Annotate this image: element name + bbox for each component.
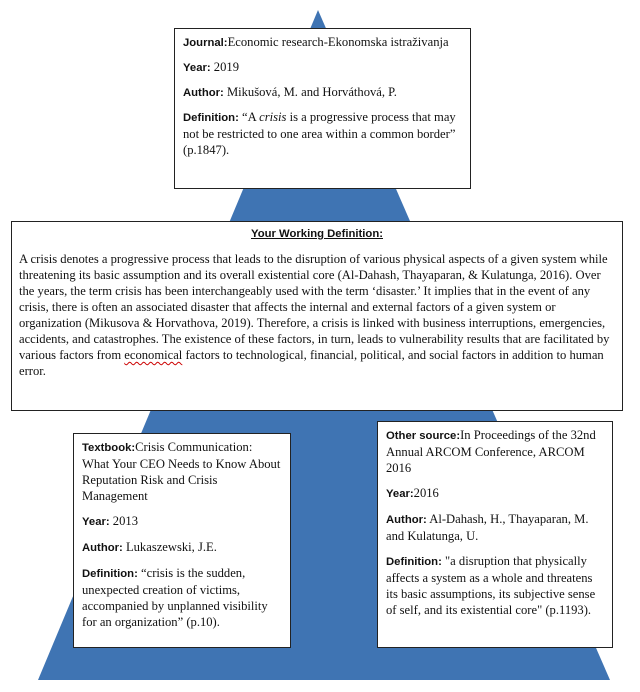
textbook-value: Crisis Communication: What Your CEO Needs to Know About Reputation Risk and Crisis Management: [82, 440, 281, 503]
definition-value: “crisis is the sudden, unexpected creation of victims, accompanied by unplanned visibility for an organization” (p.10).: [82, 566, 268, 629]
year-value: 2016: [413, 486, 439, 500]
year-value: 2019: [213, 60, 239, 74]
journal-value: Economic research-Ekonomska istraživanja: [227, 35, 449, 49]
definition-emphasis: crisis: [259, 110, 287, 124]
other-year-row: [386, 485, 604, 502]
textbook-row: [82, 439, 282, 504]
author-label: Author:: [82, 542, 123, 554]
author-value: Lukaszewski, J.E.: [125, 540, 217, 554]
textbook-year-row: [82, 513, 282, 530]
textbook-author-row: [82, 539, 282, 556]
spellcheck-flagged-word: economical: [124, 348, 183, 362]
working-definition-box: [11, 221, 623, 411]
journal-definition-row: [183, 109, 462, 158]
definition-value: "a disruption that physically affects a system as a whole and threatens its basic assumptions, its subjective sense of self, and its existential core" (p.1193).: [386, 554, 596, 617]
other-source-box: [377, 421, 613, 648]
definition-label: Definition:: [183, 112, 239, 124]
journal-source-box: [174, 28, 471, 189]
definition-text-pre: “A: [242, 110, 260, 124]
journal-year-row: [183, 59, 462, 76]
textbook-source-box: [73, 433, 291, 648]
working-definition-title: Your Working Definition:: [251, 228, 383, 240]
other-source-value: In Proceedings of the 32nd Annual ARCOM Conference, ARCOM 2016: [386, 428, 596, 475]
author-value: Mikušová, M. and Horváthová, P.: [226, 85, 397, 99]
author-value: Al-Dahash, H., Thayaparan, M. and Kulatunga, U.: [386, 512, 589, 543]
other-source-row: [386, 427, 604, 476]
year-label: Year:: [386, 488, 414, 500]
year-value: 2013: [112, 514, 138, 528]
other-definition-row: [386, 553, 604, 618]
textbook-definition-row: [82, 565, 282, 630]
other-author-row: [386, 511, 604, 544]
year-label: Year:: [82, 516, 110, 528]
journal-author-row: [183, 84, 462, 101]
year-label: Year:: [183, 62, 211, 74]
author-label: Author:: [386, 514, 427, 526]
definition-text-post: is a progressive process that may not be restricted to one area within a common border” (p.1847).: [183, 110, 456, 157]
definition-label: Definition:: [82, 568, 138, 580]
textbook-label: Textbook:: [82, 442, 136, 454]
journal-row: [183, 34, 462, 51]
other-source-label: Other source:: [386, 430, 461, 442]
journal-label: Journal:: [183, 37, 228, 49]
author-label: Author:: [183, 87, 224, 99]
working-text-post: factors to technological, financial, political, and social factors in addition to human error.: [19, 348, 604, 378]
definition-label: Definition:: [386, 556, 442, 568]
working-text-pre: A crisis denotes a progressive process that leads to the disruption of various physical aspects of a given system while threatening its basic assumption and its overall existential core (Al-Dahash, Thayaparan, & Kulatunga, 2016). Over the years, the term crisis has been interchangeably used with the term ‘disaster.’ It implies that in the event of any crisis, there is often an associated disaster that affects the internal and external factors of a given system or organization (Mikusova & Horvathova, 2019). Therefore, a crisis is linked with business interruptions, emergencies, accidents, and catastrophes. The existence of these factors, in turn, leads to vulnerability results that are facilitated by various factors from: [19, 252, 610, 362]
working-definition-text: [19, 251, 615, 379]
